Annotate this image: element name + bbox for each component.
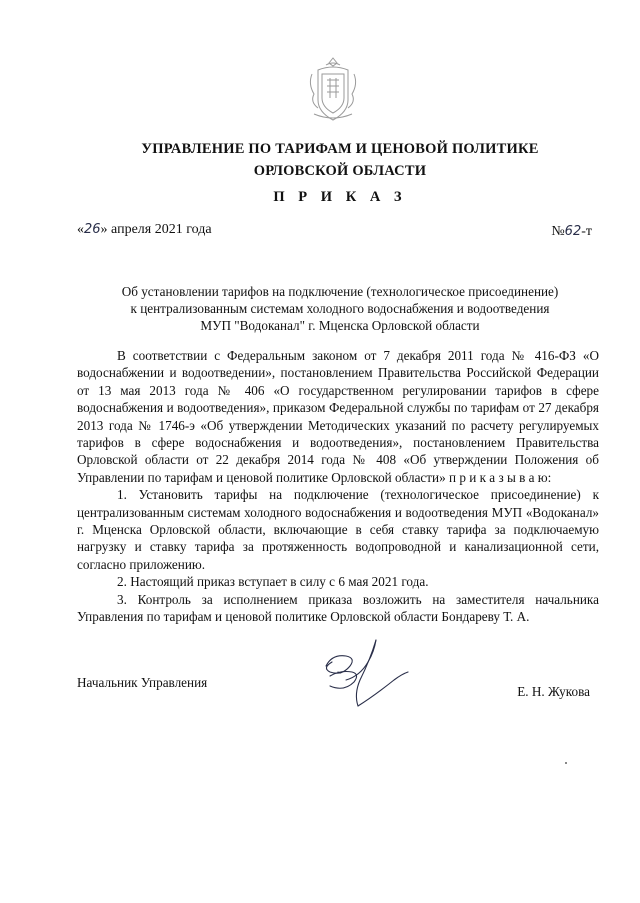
number-value-handwritten: 62	[564, 224, 582, 239]
subject-line3: МУП "Водоканал" г. Мценска Орловской области	[200, 318, 480, 333]
organization-name-line1: УПРАВЛЕНИЕ ПО ТАРИФАМ И ЦЕНОВОЙ ПОЛИТИКЕ	[141, 141, 539, 157]
document-subject	[60, 283, 620, 334]
date-open-quote: «	[77, 222, 84, 237]
organization-name	[60, 138, 620, 182]
body-item-3: 3. Контроль за исполнением приказа возложить на заместителя начальника Управления по тарифам и ценовой политике Орловской области Бондареву Т. А.	[77, 591, 599, 625]
subject-line2: к централизованным системам холодного водоснабжения и водоотведения	[130, 301, 550, 316]
organization-name-line2: ОРЛОВСКОЙ ОБЛАСТИ	[253, 163, 427, 179]
number-prefix: №	[551, 224, 565, 239]
coat-of-arms-icon	[306, 56, 360, 124]
document-number	[551, 224, 592, 240]
handwritten-signature	[316, 636, 412, 712]
signatory-name: Е. Н. Жукова	[517, 684, 590, 699]
date-day-handwritten: 26	[84, 222, 101, 237]
document-type-title: П Р И К А З	[273, 189, 407, 205]
body-preamble: В соответствии с Федеральным законом от 7 декабря 2011 года № 416-ФЗ «О водоснабжении и водоотведении», постановлением Правительства Российской Федерации от 13 мая 2013 года № 406 «О государственном регулировании тарифов в сфере водоснабжения и водоотведения», приказом Федеральной службы по тарифам от 27 декабря 2013 года № 1746-э «Об утверждении Методических указаний по расчету регулируемых тарифов в сфере водоснабжения и водоотведения», постановлением Правительства Орловской области от 22 декабря 2014 года № 408 «Об утверждении Положения об Управлении по тарифам и ценовой политике Орловской области» п р и к а з ы в а ю:	[77, 348, 599, 485]
number-suffix: -т	[581, 224, 592, 239]
document-date	[77, 222, 212, 238]
signatory-role: Начальник Управления	[77, 675, 208, 690]
date-rest: » апреля 2021 года	[100, 222, 212, 237]
document-body	[77, 347, 599, 626]
body-item-2: 2. Настоящий приказ вступает в силу с 6 мая 2021 года.	[117, 574, 429, 590]
scan-speck	[565, 762, 567, 764]
subject-line1: Об установлении тарифов на подключение (технологическое присоединение)	[121, 284, 559, 299]
body-item-1: 1. Установить тарифы на подключение (технологическое присоединение) к централизованным системам холодного водоснабжения и водоотведения МУП «Водоканал» г. Мценска Орловской области, включающие в себя ставку тарифа за подключаемую нагрузку и ставку тарифа за протяженность водопроводной и канализационной сети, согласно приложению.	[77, 487, 599, 572]
